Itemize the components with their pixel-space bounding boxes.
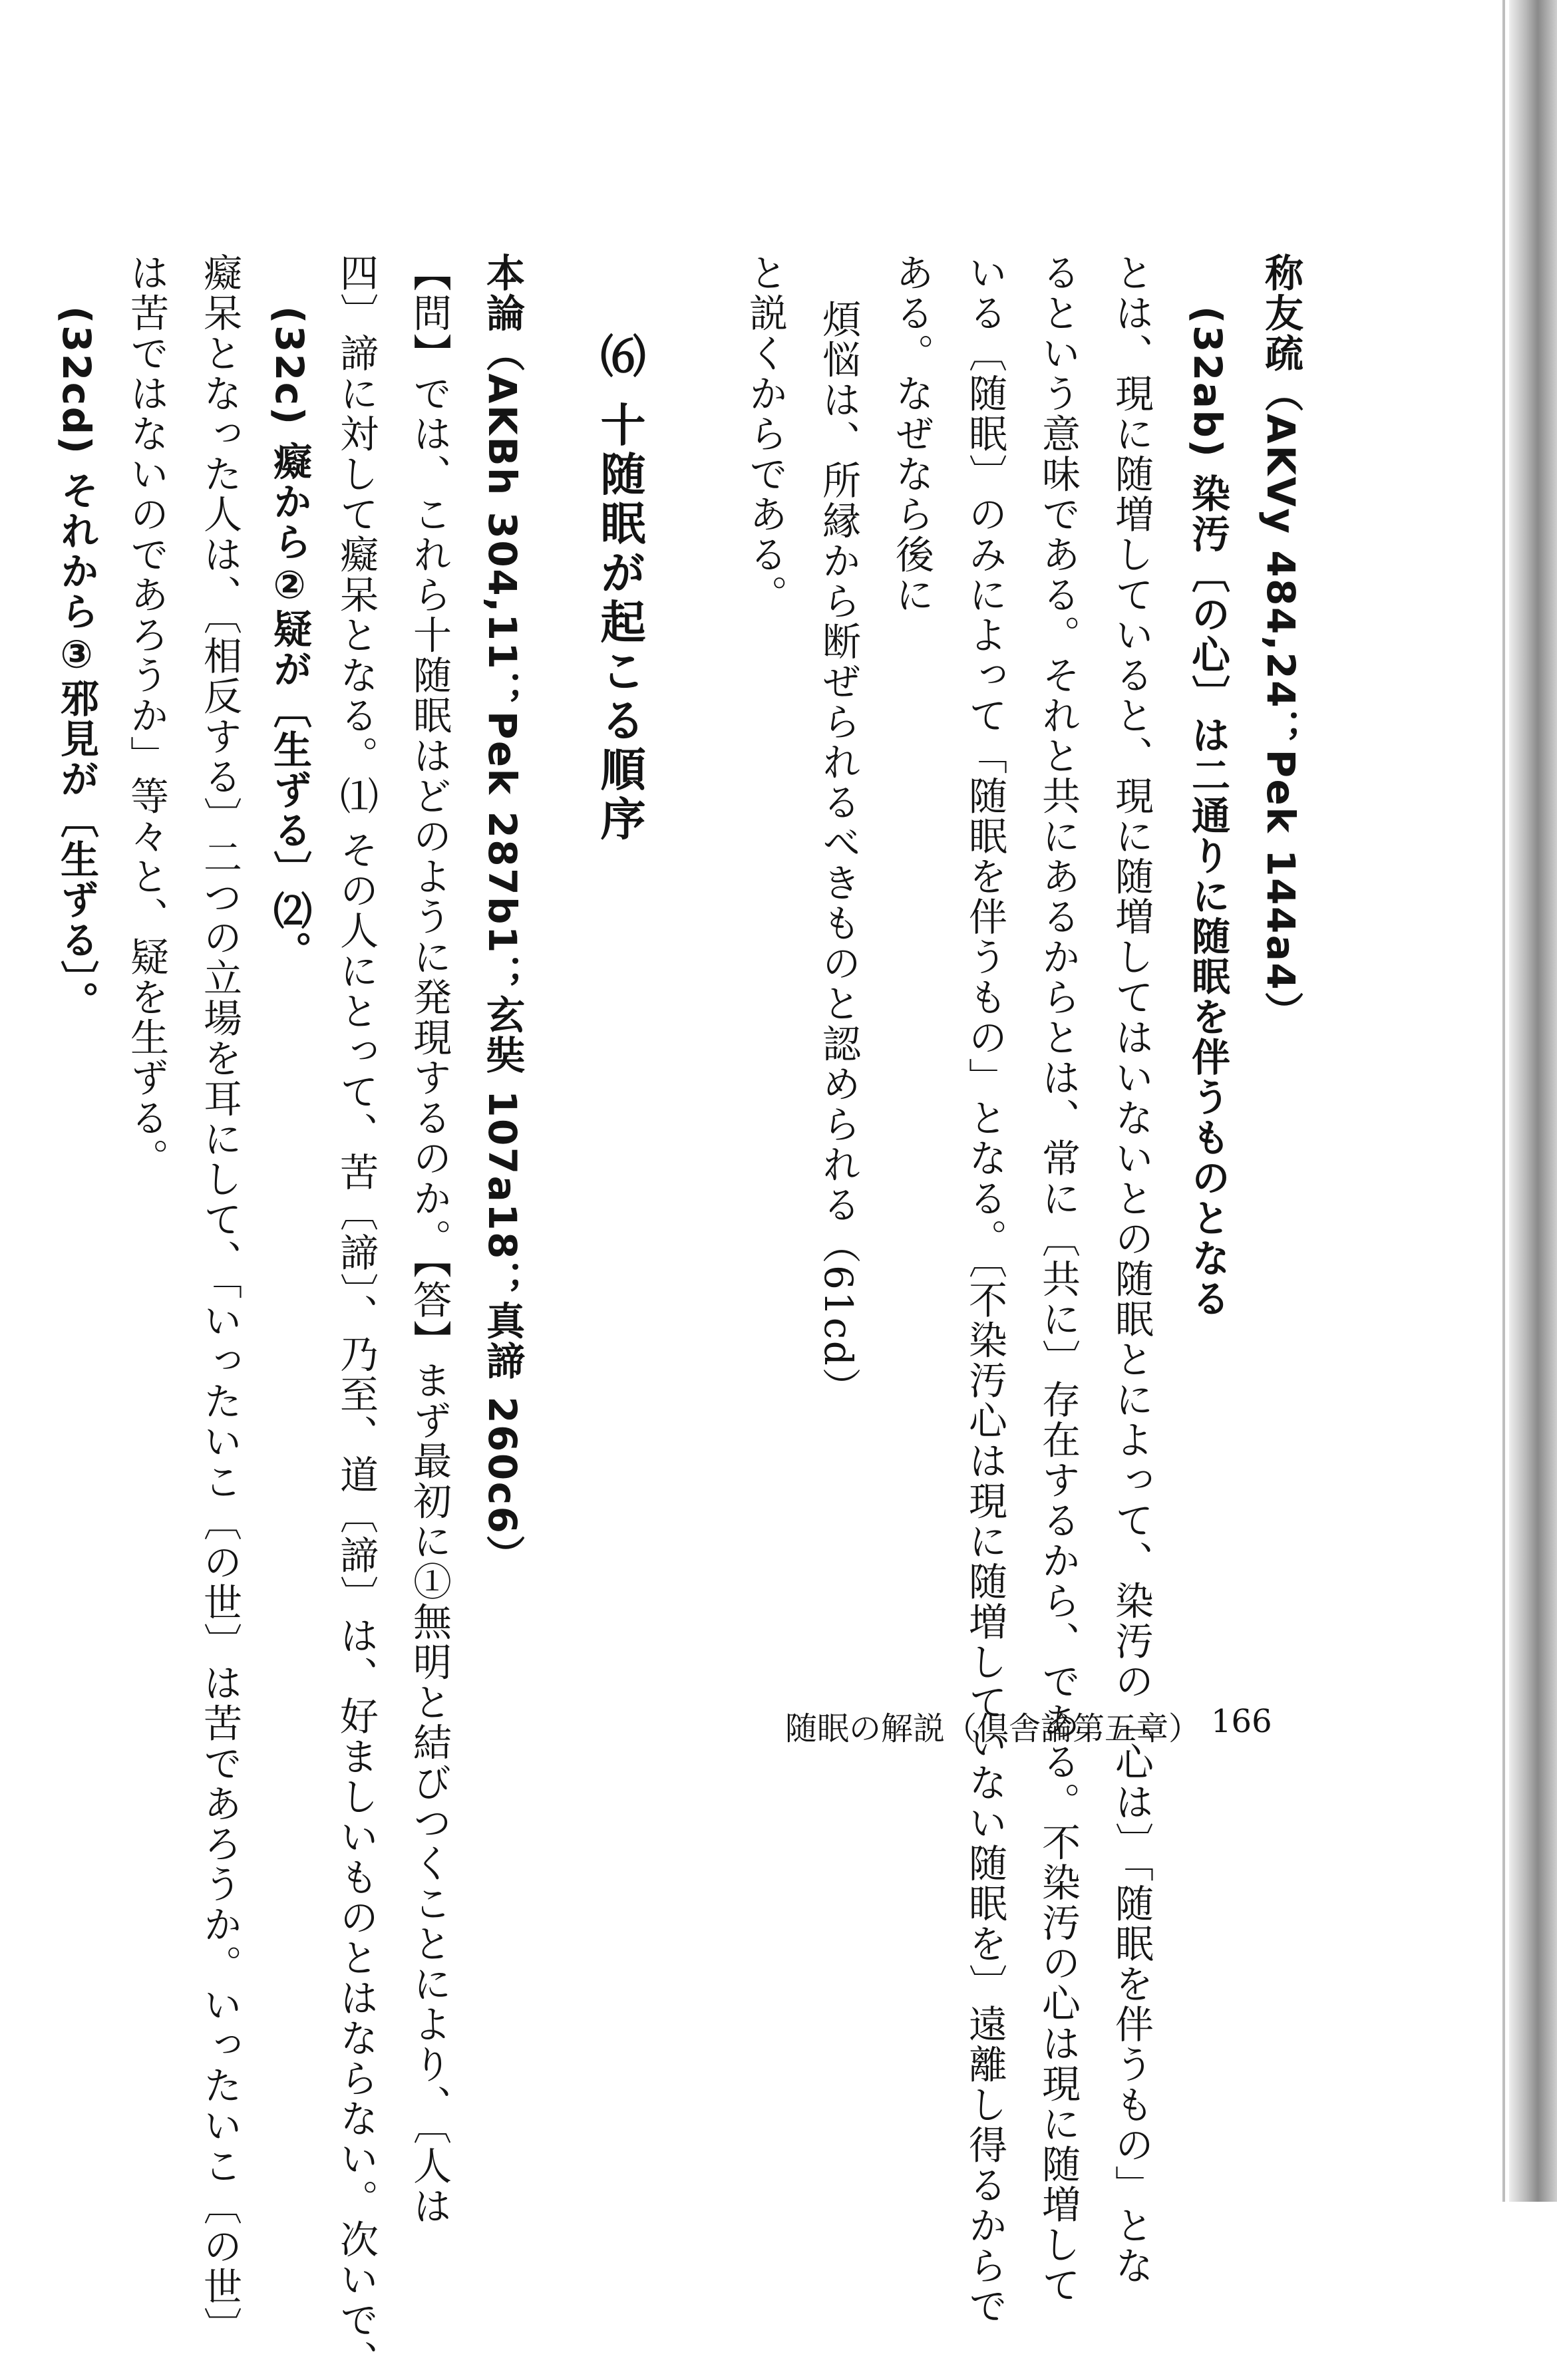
verse-32c-heading: (32c) 癡から②疑が〔生ずる〕⑵。: [267, 306, 312, 971]
verse-32ab-heading: (32ab) 染汚〔の心〕は二通りに随眠を伴うものとなる: [1185, 306, 1230, 1319]
text-line: 癡呆となった人は、〔相反する〕二つの立場を耳にして、「いったいこ〔の世〕は苦であろうか。いったいこ〔の世〕: [197, 253, 242, 2347]
quoted-verse: 煩悩は、所縁から断ぜられるべきものと認められる（61cd）: [816, 299, 861, 1408]
text-line: るという意味である。それと共にあるからとは、常に〔共に〕存在するから、である。不染汚の心は現に随増して: [1035, 253, 1081, 2306]
text-line: ある。なぜなら後に: [889, 253, 934, 615]
text-line: いる〔随眠〕のみによって「随眠を伴うもの」となる。〔不染汚心は現に随増していない随眠を〕遠離し得るからで: [962, 253, 1007, 2326]
text-line: 四〕諦に対して癡呆となる。⑴ その人にとって、苦〔諦〕、乃至、道〔諦〕は、好ましいものとはならない。次いで、: [333, 253, 379, 2380]
text-line: 【問】では、これら十随眠はどのように発現するのか。【答】まず最初に①無明と結びつくことにより、〔人は: [407, 253, 452, 2226]
section-title: ⑹ 十随眠が起こる順序: [593, 333, 645, 845]
page-number: 166: [1211, 1703, 1272, 1740]
main-text-heading: 本論（AKBh 304,11；Pek 287b1；玄奘 107a18；真諦 260c6）: [480, 253, 525, 1576]
binding-line: [1502, 0, 1505, 2202]
text-line: とは、現に随増していると、現に随増してはいないとの随眠とによって、染汚の〔心は〕「随眠を伴うもの」とな: [1109, 253, 1154, 2286]
text-line: と説くからである。: [743, 253, 788, 615]
commentary-heading: 称友疏（AKVy 484,24；Pek 144a4）: [1258, 253, 1303, 1032]
page-edge-shadow: [1509, 0, 1557, 2202]
verse-32cd-heading: (32cd) それから③邪見が〔生ずる〕。: [54, 306, 99, 1022]
text-line: は苦ではないのであろうか」等々と、疑を生ずる。: [124, 253, 169, 1179]
running-title: 随眠の解説（倶舎論第五章）: [785, 1710, 1201, 1747]
